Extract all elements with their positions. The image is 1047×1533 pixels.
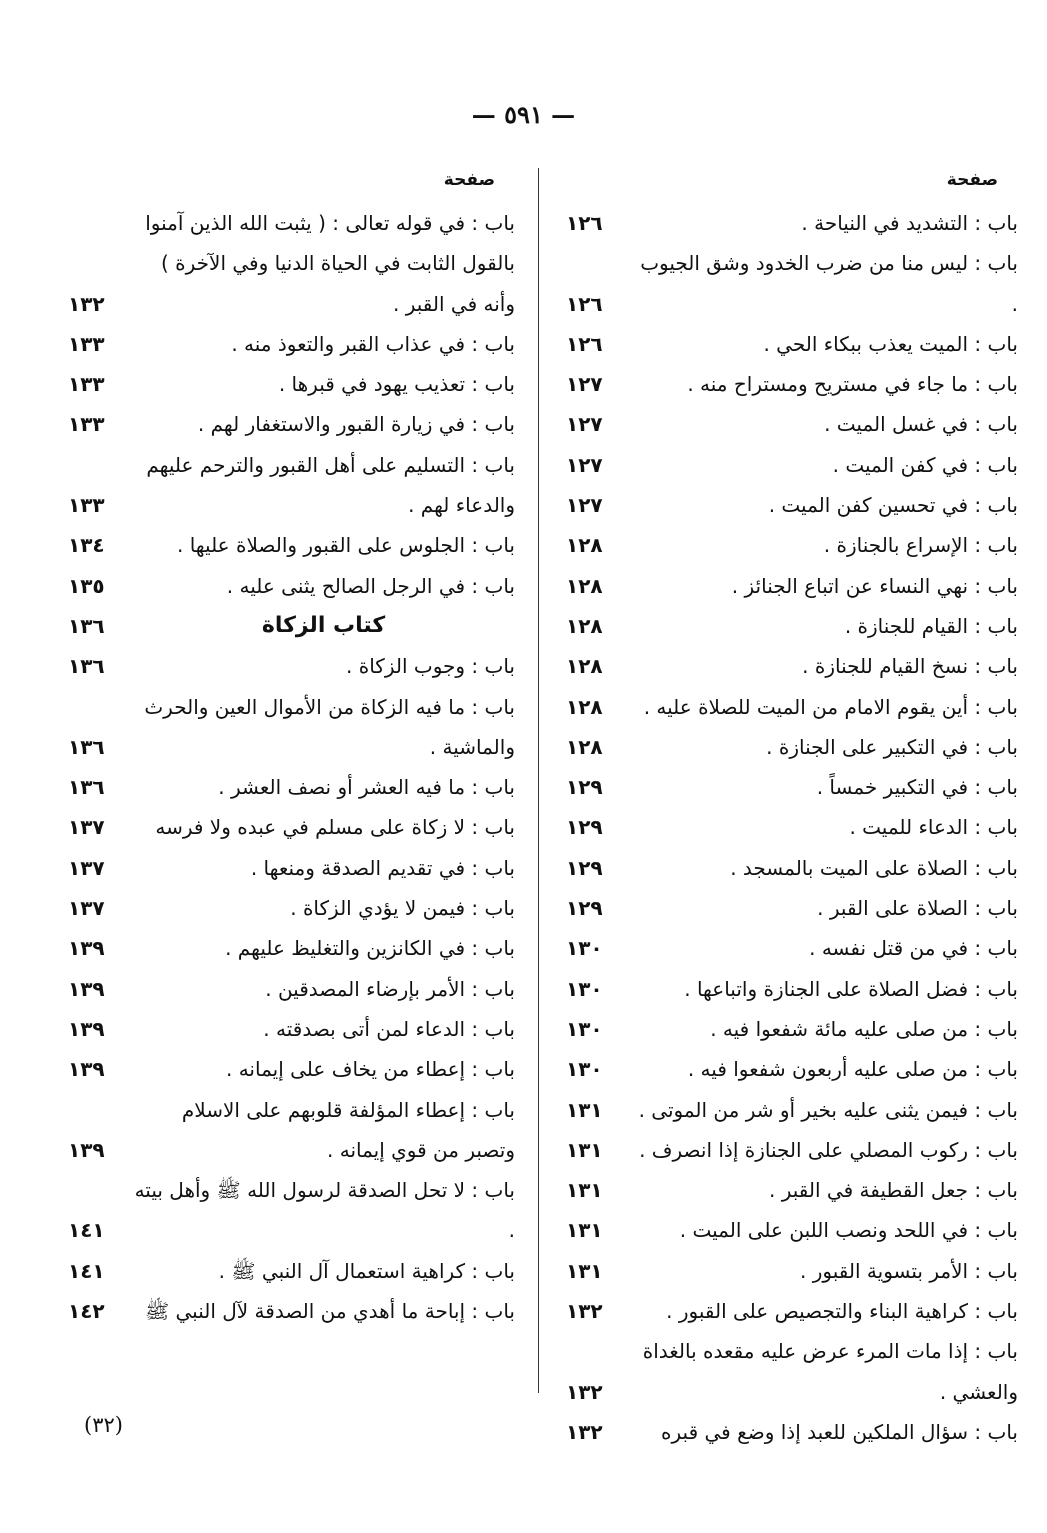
entry-title: باب : تعذيب يهود في قبرها . — [278, 372, 515, 397]
entry-page-number: ١٣٩ — [68, 1016, 105, 1041]
toc-entry — [558, 1049, 1018, 1089]
entry-page-number: ١٤٢ — [68, 1299, 105, 1324]
toc-entry — [558, 646, 1018, 686]
entry-page-number: ١٣١ — [566, 1218, 603, 1243]
toc-entry — [60, 324, 515, 364]
toc-entry — [558, 324, 1018, 364]
entry-page-number: ١٢٨ — [566, 734, 603, 759]
toc-entry — [60, 969, 515, 1009]
entry-title: باب : فضل الصلاة على الجنازة واتباعها . — [684, 976, 1018, 1001]
entry-title: باب : أين يقوم الامام من الميت للصلاة عليه . — [643, 694, 1018, 719]
entry-title: باب : في قوله تعالى : ( يثبت الله الذين آمنوا بالقول الثابت في الحياة الدنيا وفي الآخرة ) وأنه في القبر . — [145, 211, 515, 316]
entry-title: باب : لا زكاة على مسلم في عبده ولا فرسه — [155, 815, 515, 840]
entry-title: باب : ركوب المصلي على الجنازة إذا انصرف . — [639, 1137, 1018, 1162]
toc-entry — [558, 1331, 1018, 1412]
toc-entry — [558, 928, 1018, 968]
entry-page-number: ١٣٦ — [68, 654, 105, 679]
entry-page-number: ١٣٩ — [68, 1137, 105, 1162]
entry-title: باب : لا تحل الصدقة لرسول الله ﷺ وأهل بيته . — [134, 1178, 515, 1243]
toc-entry — [60, 1170, 515, 1251]
toc-entry — [60, 364, 515, 404]
section-heading-row — [60, 606, 515, 646]
entry-title: باب : ما فيه العشر أو نصف العشر . — [218, 775, 515, 800]
entry-title: باب : من صلى عليه أربعون شفعوا فيه . — [687, 1057, 1018, 1082]
entry-page-number: ١٣٩ — [68, 936, 105, 961]
toc-entry — [60, 646, 515, 686]
entry-title: باب : جعل القطيفة في القبر . — [768, 1178, 1018, 1203]
toc-entry — [558, 606, 1018, 646]
toc-list — [60, 203, 515, 1331]
toc-entry — [60, 203, 515, 324]
entry-title: باب : في غسل الميت . — [824, 412, 1018, 437]
entry-page-number: ١٣٥ — [68, 573, 105, 598]
toc-entry — [558, 807, 1018, 847]
toc-entry — [558, 404, 1018, 444]
entry-page-number: ١٢٧ — [566, 452, 603, 477]
toc-entry — [558, 525, 1018, 565]
entry-title: باب : من صلى عليه مائة شفعوا فيه . — [710, 1016, 1018, 1041]
entry-page-number: ١٤١ — [68, 1258, 105, 1283]
entry-page-number: ١٢٩ — [566, 775, 603, 800]
entry-page-number: ١٢٨ — [566, 694, 603, 719]
entry-title: باب : ما فيه الزكاة من الأموال العين والحرث والماشية . — [144, 694, 515, 759]
toc-entry — [558, 1251, 1018, 1291]
entry-title: باب : في تقديم الصدقة ومنعها . — [250, 855, 515, 880]
entry-title: باب : القيام للجنازة . — [844, 613, 1018, 638]
toc-entry — [60, 1049, 515, 1089]
entry-title: باب : ليس منا من ضرب الخدود وشق الجيوب . — [640, 251, 1018, 316]
entry-title: باب : الأمر بتسوية القبور . — [800, 1258, 1018, 1283]
toc-entry — [60, 1251, 515, 1291]
entry-page-number: ١٢٨ — [566, 573, 603, 598]
toc-entry — [558, 888, 1018, 928]
toc-entry — [558, 243, 1018, 324]
entry-title: باب : في من قتل نفسه . — [809, 936, 1018, 961]
entry-page-number: ١٣٩ — [68, 1057, 105, 1082]
entry-page-number: ١٣٠ — [566, 976, 603, 1001]
entry-page-number: ١٢٨ — [566, 654, 603, 679]
toc-entry — [558, 1090, 1018, 1130]
entry-page-number: ١٣٣ — [68, 372, 105, 397]
entry-title: باب : إذا مات المرء عرض عليه مقعده بالغداة والعشي . — [642, 1339, 1018, 1404]
page-column-header: صفحة — [443, 170, 495, 190]
entry-page-number: ١٣٣ — [68, 412, 105, 437]
column-divider — [538, 168, 539, 1393]
entry-page-number: ١٤١ — [68, 1218, 105, 1243]
entry-page-number: ١٣٧ — [68, 815, 105, 840]
entry-title: باب : ما جاء في مستريح ومستراح منه . — [687, 372, 1018, 397]
entry-page-number: ١٣١ — [566, 1178, 603, 1203]
right-column — [558, 165, 1018, 1452]
entry-title: باب : في التكبير على الجنازة . — [766, 734, 1018, 759]
entry-title: باب : فيمن لا يؤدي الزكاة . — [290, 896, 515, 921]
entry-title: باب : في زيارة القبور والاستغفار لهم . — [197, 412, 515, 437]
toc-entry — [60, 445, 515, 526]
toc-entry — [60, 404, 515, 444]
toc-entry — [558, 203, 1018, 243]
entry-page-number: ١٢٧ — [566, 412, 603, 437]
entry-title: باب : في التكبير خمساً . — [816, 775, 1018, 800]
page-number: — ٥٩١ — — [471, 100, 576, 129]
toc-entry — [558, 1009, 1018, 1049]
entry-title: باب : كراهية استعمال آل النبي ﷺ . — [218, 1258, 515, 1283]
toc-entry — [558, 848, 1018, 888]
page-column-header: صفحة — [946, 170, 998, 190]
toc-entry — [558, 767, 1018, 807]
entry-page-number: ١٣٧ — [68, 896, 105, 921]
entry-title: باب : إباحة ما أهدي من الصدقة لآل النبي ﷺ — [144, 1299, 515, 1324]
toc-entry — [558, 364, 1018, 404]
entry-page-number: ١٣١ — [566, 1137, 603, 1162]
entry-page-number: ١٣٦ — [68, 734, 105, 759]
toc-entry — [558, 727, 1018, 767]
toc-entry — [60, 888, 515, 928]
toc-entry — [60, 1090, 515, 1171]
entry-page-number: ١٣٠ — [566, 936, 603, 961]
entry-page-number: ١٣٣ — [68, 331, 105, 356]
entry-title: باب : في عذاب القبر والتعوذ منه . — [231, 331, 515, 356]
entry-page-number: ١٢٩ — [566, 815, 603, 840]
entry-page-number: ١٣٢ — [566, 1419, 603, 1444]
entry-title: باب : الجلوس على القبور والصلاة عليها . — [177, 533, 515, 558]
entry-title: باب : نهي النساء عن اتباع الجنائز . — [731, 573, 1018, 598]
entry-title: باب : الدعاء للميت . — [849, 815, 1018, 840]
toc-entry — [558, 969, 1018, 1009]
entry-page-number: ١٣٣ — [68, 493, 105, 518]
entry-title: باب : إعطاء من يخاف على إيمانه . — [225, 1057, 515, 1082]
entry-title: باب : التسليم على أهل القبور والترحم عليهم والدعاء لهم . — [146, 452, 515, 518]
entry-page-number: ١٢٦ — [566, 331, 603, 356]
entry-title: باب : وجوب الزكاة . — [346, 654, 515, 679]
toc-entry — [558, 687, 1018, 727]
entry-page-number: ١٣٤ — [68, 533, 105, 558]
toc-entry — [60, 928, 515, 968]
toc-entry — [60, 1291, 515, 1331]
toc-entry — [60, 566, 515, 606]
toc-entry — [558, 1291, 1018, 1331]
entry-title: باب : فيمن يثنى عليه بخير أو شر من الموتى . — [638, 1097, 1018, 1122]
entry-title: باب : الدعاء لمن أتى بصدقته . — [263, 1016, 515, 1041]
entry-page-number: ١٣٢ — [566, 1299, 603, 1324]
signature-number: (٣٢) — [84, 1413, 123, 1437]
toc-entry — [558, 485, 1018, 525]
toc-entry — [558, 1412, 1018, 1452]
entry-title: باب : التشديد في النياحة . — [801, 211, 1018, 235]
entry-title: باب : الأمر بإرضاء المصدقين . — [265, 976, 515, 1001]
toc-entry — [558, 1130, 1018, 1170]
section-title: كتاب الزكاة — [261, 612, 386, 638]
toc-entry — [60, 687, 515, 768]
entry-page-number: ١٣٢ — [566, 1379, 603, 1404]
entry-title: باب : في الرجل الصالح يثنى عليه . — [226, 573, 515, 598]
entry-page-number: ١٣٦ — [68, 775, 105, 800]
entry-page-number: ١٣٠ — [566, 1057, 603, 1082]
toc-entry — [60, 848, 515, 888]
entry-title: باب : في الكانزين والتغليظ عليهم . — [225, 936, 515, 961]
toc-entry — [60, 525, 515, 565]
entry-page-number: ١٣٦ — [68, 613, 105, 638]
toc-entry — [60, 767, 515, 807]
toc-entry — [60, 1009, 515, 1049]
entry-title: باب : سؤال الملكين للعبد إذا وضع في قبره — [661, 1419, 1018, 1444]
entry-page-number: ١٣٠ — [566, 1016, 603, 1041]
entry-page-number: ١٢٦ — [566, 291, 603, 316]
entry-title: باب : في تحسين كفن الميت . — [768, 493, 1018, 518]
toc-entry — [558, 566, 1018, 606]
entry-page-number: ١٢٨ — [566, 613, 603, 638]
toc-entry — [60, 807, 515, 847]
entry-page-number: ١٢٩ — [566, 855, 603, 880]
entry-page-number: ١٣٩ — [68, 976, 105, 1001]
entry-title: باب : كراهية البناء والتجصيص على القبور . — [666, 1299, 1018, 1324]
toc-list — [558, 203, 1018, 1452]
entry-page-number: ١٣٧ — [68, 855, 105, 880]
toc-entry — [558, 445, 1018, 485]
toc-entry — [558, 1170, 1018, 1210]
entry-page-number: ١٣١ — [566, 1097, 603, 1122]
entry-title: باب : الصلاة على الميت بالمسجد . — [730, 855, 1018, 880]
entry-title: باب : الإسراع بالجنازة . — [823, 533, 1018, 558]
entry-title: باب : إعطاء المؤلفة قلوبهم على الاسلام وتصبر من قوي إيمانه . — [181, 1097, 515, 1162]
entry-page-number: ١٢٦ — [566, 211, 603, 235]
toc-entry — [558, 1210, 1018, 1250]
entry-title: باب : نسخ القيام للجنازة . — [802, 654, 1018, 679]
entry-page-number: ١٢٩ — [566, 896, 603, 921]
entry-title: باب : الصلاة على القبر . — [817, 896, 1018, 921]
left-column — [60, 165, 515, 1331]
entry-page-number: ١٣٢ — [68, 291, 105, 316]
entry-title: باب : في اللحد ونصب اللبن على الميت . — [679, 1218, 1018, 1243]
entry-page-number: ١٢٨ — [566, 533, 603, 558]
entry-title: باب : في كفن الميت . — [832, 452, 1018, 477]
entry-page-number: ١٢٧ — [566, 372, 603, 397]
entry-page-number: ١٢٧ — [566, 493, 603, 518]
entry-title: باب : الميت يعذب ببكاء الحي . — [763, 331, 1018, 356]
entry-page-number: ١٣١ — [566, 1258, 603, 1283]
